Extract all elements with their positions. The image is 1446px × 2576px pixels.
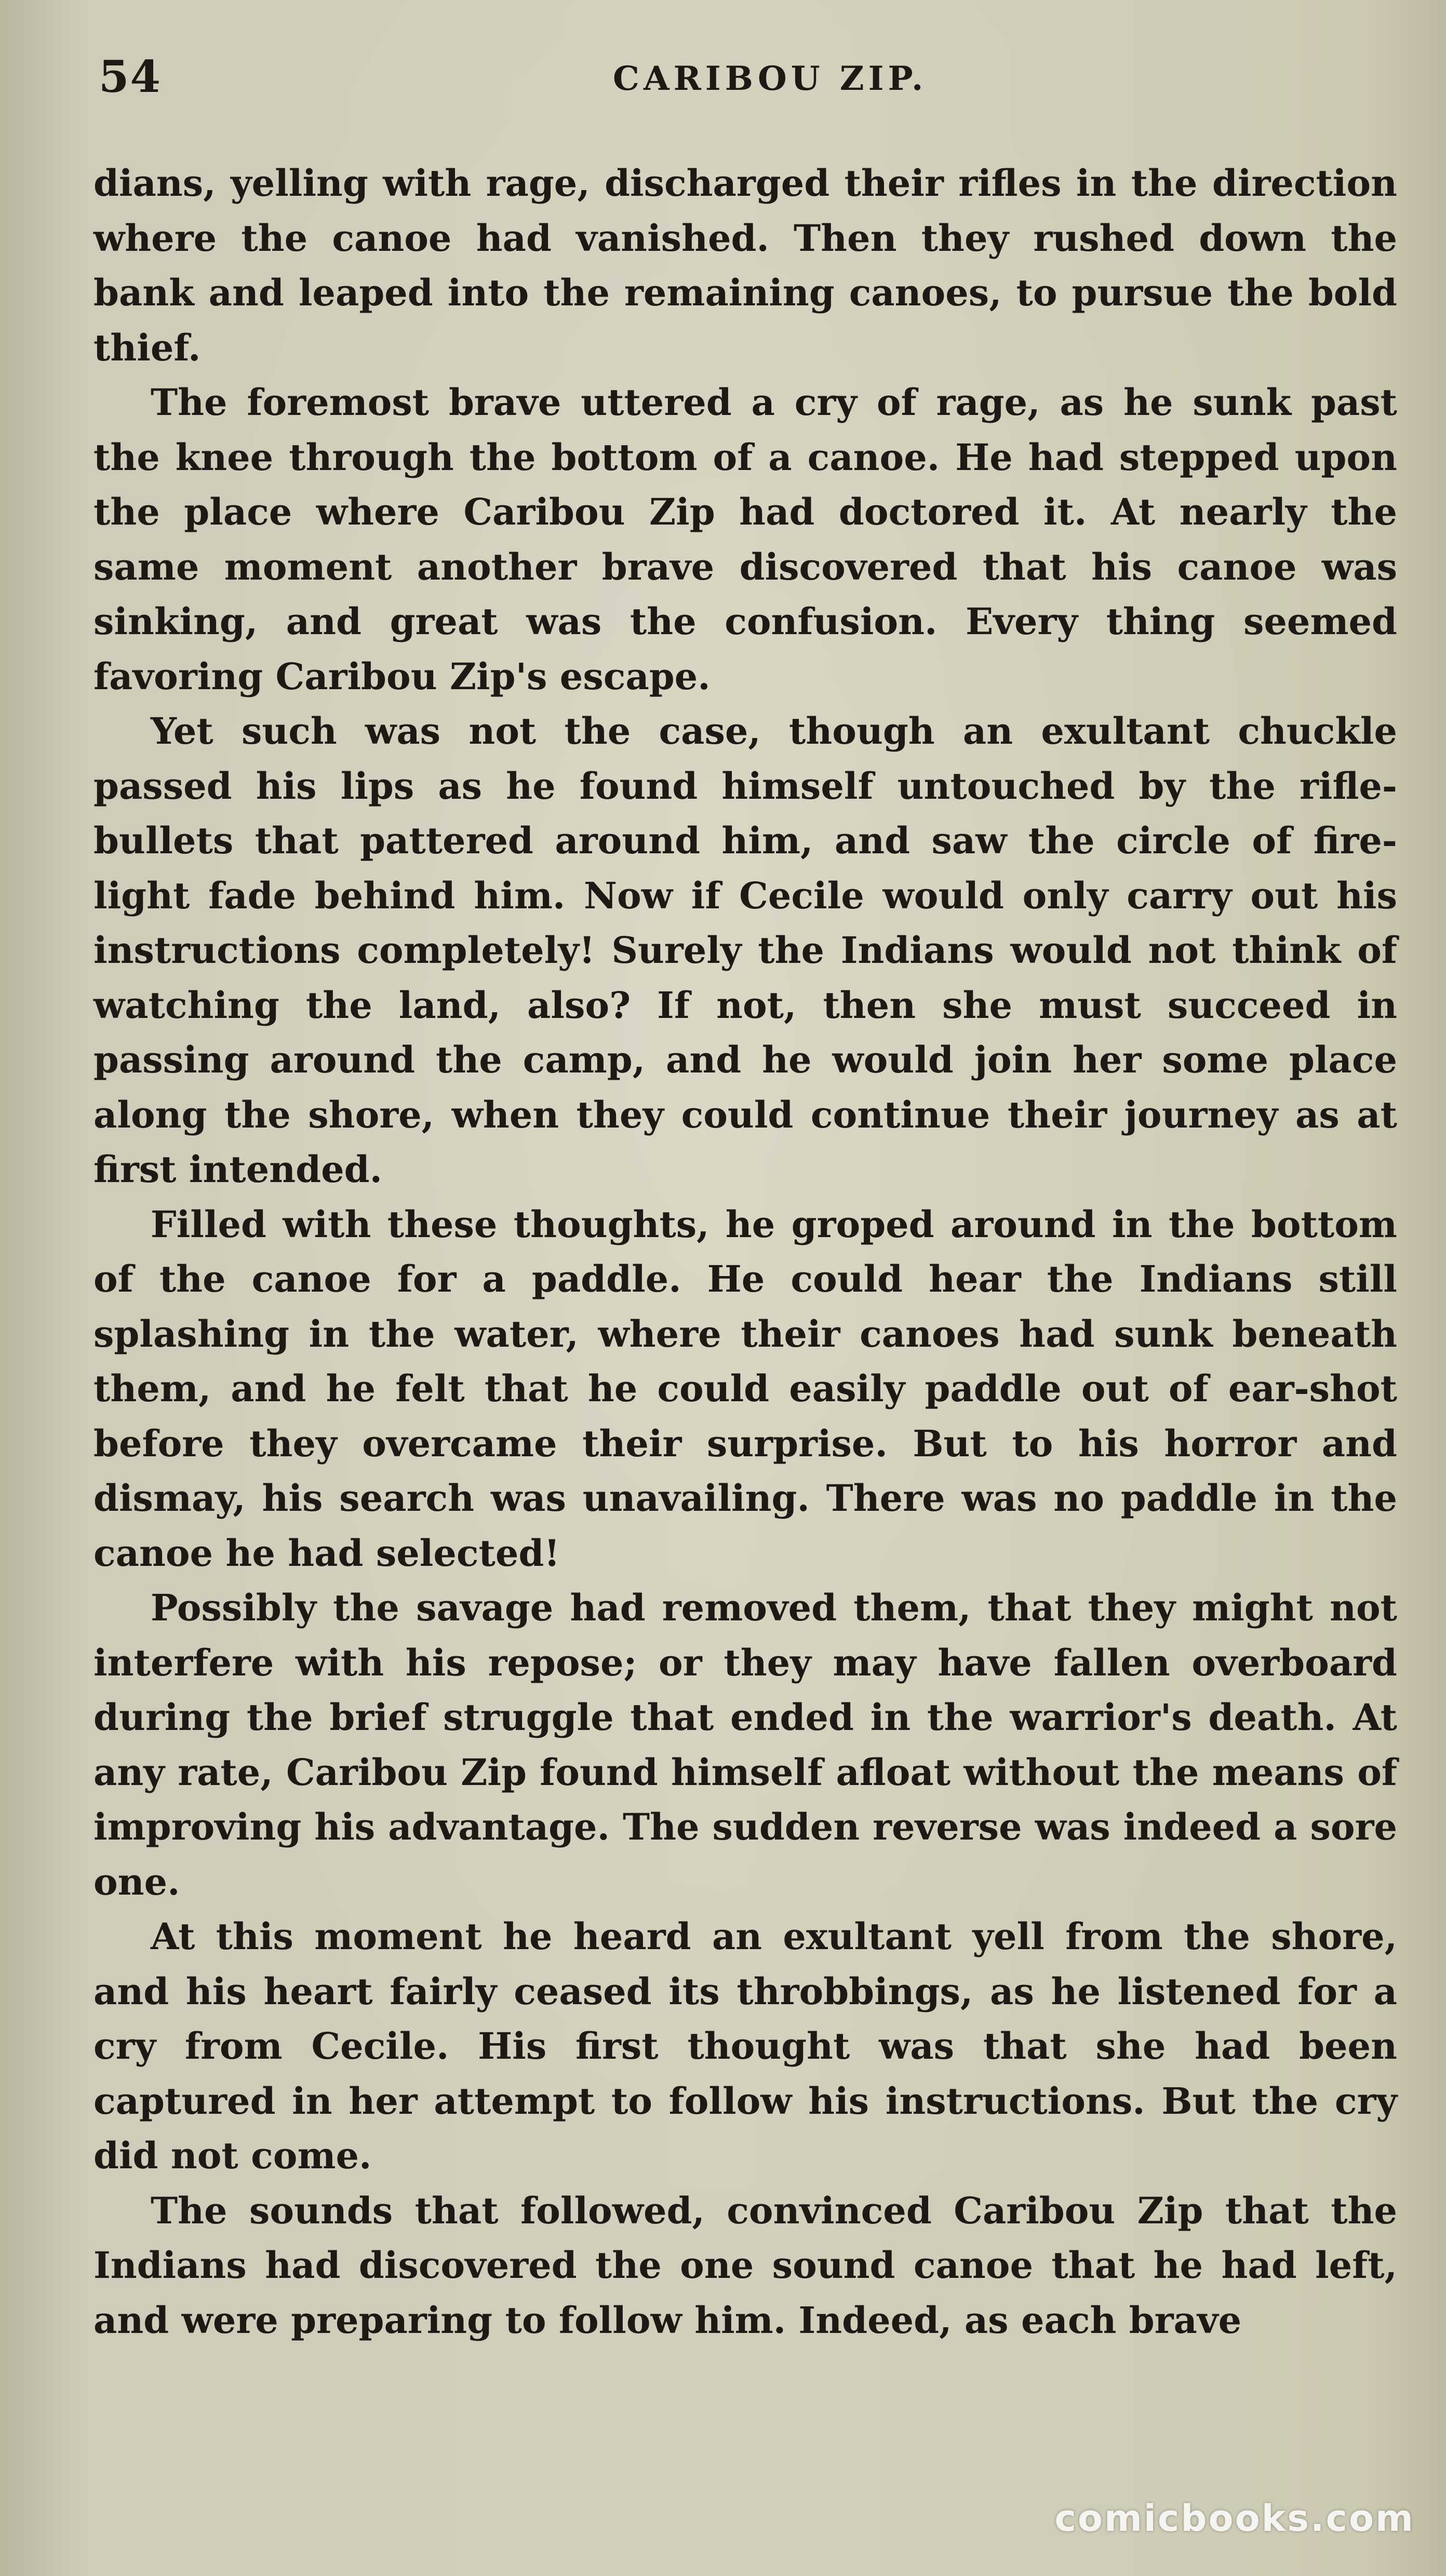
paragraph-3: Yet such was not the case, though an exultant chuckle passed his lips as he found himself untouched by the rifle-bullets that pattered around him, and saw the circle of fire-light fade behind him. Now if Cecile would only carry out his instructions completely! Surely the Indians would not think of watching the land, also? If not, then she must succeed in passing around the camp, and he would join her some place along the shore, when they could continue their journey as at first intended.	[93, 709, 1397, 1191]
paragraph-4: Filled with these thoughts, he groped around in the bottom of the canoe for a paddle. He could hear the Indians still splashing in the water, where their canoes had sunk beneath them, and he felt that he could easily paddle out of ear-shot before they overcame their surprise. But to his horror and dismay, his search was unavailing. There was no paddle in the canoe he had selected!	[93, 1202, 1397, 1575]
page-header	[99, 51, 1366, 108]
paragraph-7: The sounds that followed, convinced Caribou Zip that the Indians had discovered the one sound canoe that he had left, and were preparing to follow him. Indeed, as each brave	[93, 2189, 1397, 2342]
paragraph-6: At this moment he heard an exultant yell from the shore, and his heart fairly ceased its throbbings, as he listened for a cry from Cecile. His first thought was that she had been captured in her attempt to follow his instructions. But the cry did not come.	[93, 1915, 1397, 2177]
running-head: CARIBOU ZIP.	[613, 59, 928, 98]
paragraph-2: The foremost brave uttered a cry of rage, as he sunk past the knee through the bottom of a canoe. He had stepped upon the place where Caribou Zip had doctored it. At nearly the same moment another brave discovered that his canoe was sinking, and great was the confusion. Every thing seemed favoring Caribou Zip's escape.	[93, 381, 1397, 698]
watermark: comicbooks.com	[1054, 2497, 1415, 2540]
body-text	[93, 156, 1397, 2342]
page-number: 54	[99, 51, 162, 102]
paragraph-5: Possibly the savage had removed them, that they might not interfere with his repose; or they may have fallen overboard during the brief struggle that ended in the warrior's death. At any rate, Caribou Zip found himself afloat without the means of improving his advantage. The sudden reverse was indeed a sore one.	[93, 1586, 1397, 1903]
paragraph-1: dians, yelling with rage, discharged their rifles in the direction where the canoe had vanished. Then they rushed down the bank and leaped into the remaining canoes, to pursue the bold thief.	[93, 162, 1397, 369]
